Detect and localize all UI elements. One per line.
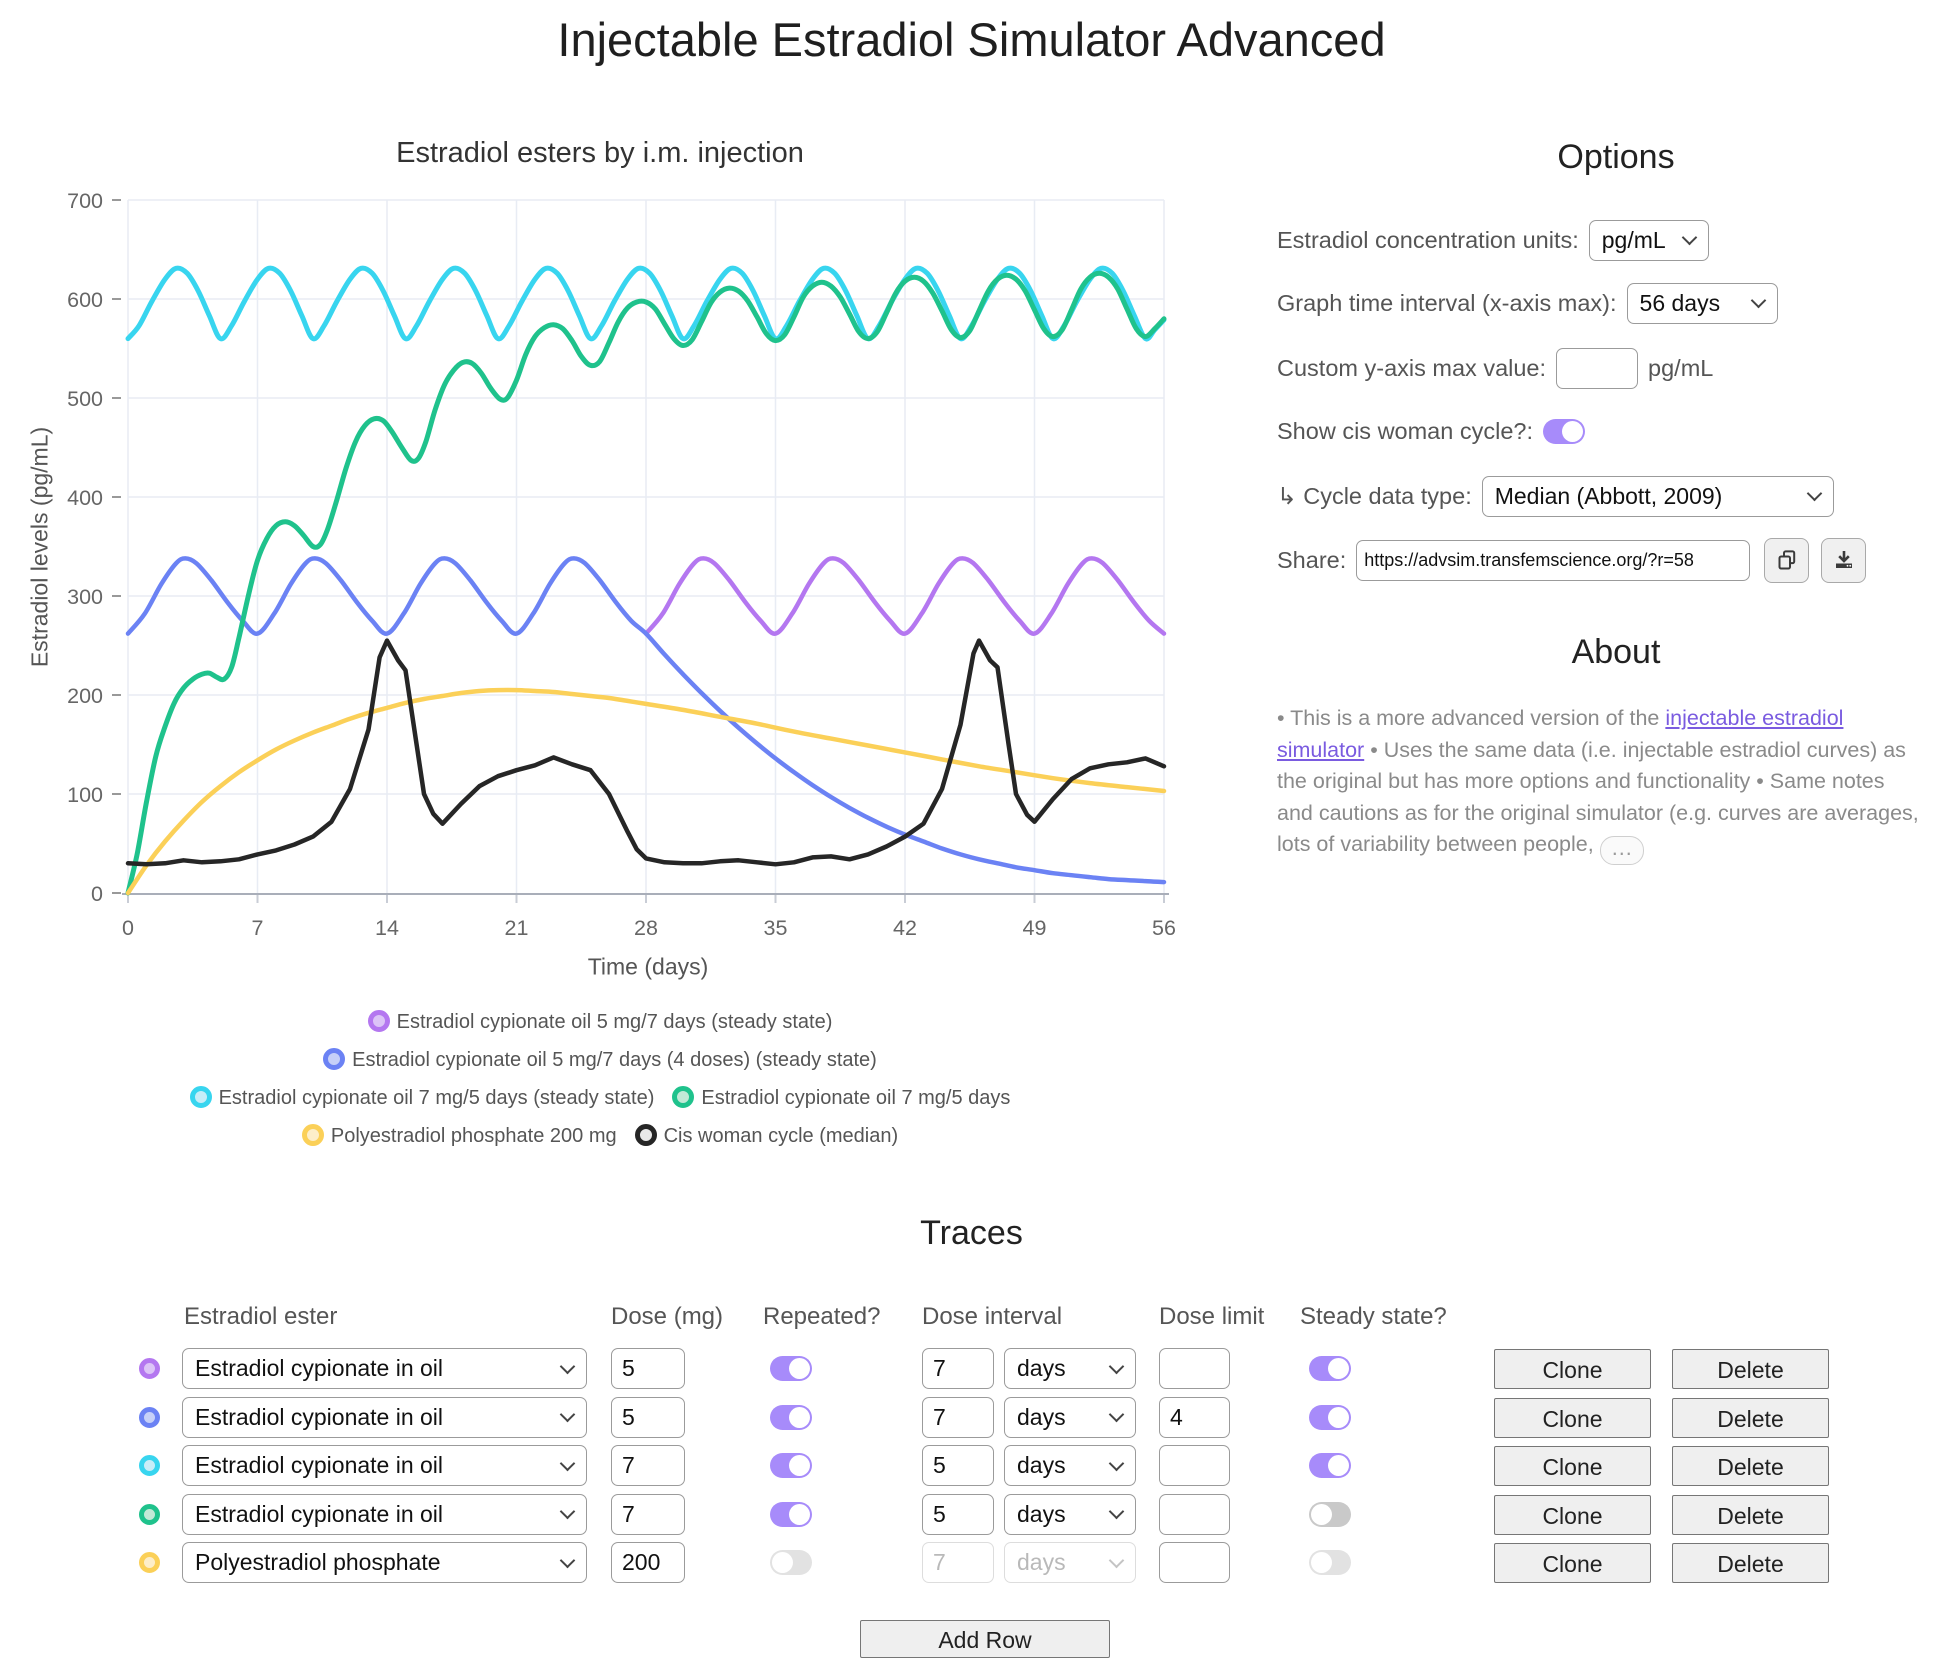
- cycle-type-label: ↳ Cycle data type:: [1277, 483, 1472, 509]
- plot-area[interactable]: [15, 180, 1185, 992]
- svg-text:28: 28: [634, 916, 658, 940]
- repeated-toggle-0[interactable]: [770, 1356, 812, 1381]
- legend-item[interactable]: [635, 1117, 899, 1157]
- legend-marker-icon: [368, 1010, 390, 1032]
- legend-label: Estradiol cypionate oil 7 mg/5 days: [701, 1087, 1011, 1109]
- traces-header-1: Dose (mg): [611, 1303, 724, 1330]
- page-title: Injectable Estradiol Simulator Advanced: [557, 13, 1386, 66]
- svg-text:42: 42: [893, 916, 917, 940]
- units-select-value: pg/mL: [1601, 226, 1666, 253]
- dose-input-1[interactable]: [611, 1397, 685, 1438]
- svg-text:56: 56: [1152, 916, 1176, 940]
- svg-text:600: 600: [67, 288, 103, 312]
- time-interval-value: 56 days: [1639, 289, 1721, 316]
- units-select[interactable]: [1589, 220, 1709, 261]
- legend-item[interactable]: [368, 1003, 833, 1043]
- trace-row-2: [0, 1444, 1943, 1488]
- svg-text:700: 700: [67, 189, 103, 213]
- svg-text:100: 100: [67, 783, 103, 807]
- legend-row: [15, 1079, 1185, 1117]
- dose-limit-input-2[interactable]: [1159, 1445, 1230, 1486]
- svg-text:35: 35: [763, 916, 788, 940]
- legend-marker-icon: [323, 1048, 345, 1070]
- toggle-knob: [789, 1455, 810, 1476]
- units-label: Estradiol concentration units:: [1277, 226, 1579, 253]
- show-cycle-toggle[interactable]: [1543, 419, 1585, 444]
- legend-label: Polyestradiol phosphate 200 mg: [330, 1125, 617, 1147]
- traces-header-4: Dose limit: [1159, 1303, 1265, 1330]
- option-row-units: [1277, 218, 1709, 262]
- ester-select-value: Estradiol cypionate in oil: [195, 1500, 444, 1527]
- options-title: Options: [1557, 138, 1675, 176]
- ymax-unit: pg/mL: [1648, 354, 1714, 381]
- ester-select-value: Estradiol cypionate in oil: [195, 1355, 444, 1381]
- interval-input-2[interactable]: [922, 1445, 994, 1486]
- interval-unit-select-0[interactable]: [1004, 1348, 1136, 1389]
- download-button[interactable]: [1821, 538, 1866, 583]
- chevron-down-icon: [1109, 1504, 1125, 1520]
- legend-label: Cis woman cycle (median): [663, 1125, 899, 1147]
- chevron-down-icon: [1109, 1455, 1125, 1471]
- trace-color-dot: [139, 1504, 160, 1525]
- expand-ellipsis-button[interactable]: …: [1600, 836, 1644, 865]
- interval-unit-select-2[interactable]: [1004, 1445, 1136, 1486]
- dose-limit-input-3[interactable]: [1159, 1494, 1230, 1535]
- interval-input-3[interactable]: [922, 1494, 994, 1535]
- ester-select-value: Estradiol cypionate in oil: [195, 1403, 444, 1430]
- cycle-type-select[interactable]: [1482, 476, 1834, 517]
- interval-unit-value: days: [1017, 1549, 1066, 1575]
- dose-limit-input-0[interactable]: [1159, 1348, 1230, 1389]
- traces-section: [0, 1200, 1943, 1679]
- steady-state-toggle-1[interactable]: [1309, 1405, 1351, 1430]
- ester-select-2[interactable]: [182, 1445, 587, 1486]
- traces-title: Traces: [920, 1214, 1023, 1252]
- about-title: About: [1571, 633, 1661, 671]
- svg-text:500: 500: [67, 387, 103, 411]
- legend-marker-icon: [190, 1086, 212, 1108]
- delete-button-1[interactable]: Delete: [1672, 1398, 1829, 1438]
- x-axis-label: Time (days): [587, 953, 709, 980]
- interval-unit-value: days: [1017, 1403, 1066, 1430]
- svg-text:49: 49: [1022, 916, 1047, 940]
- toggle-knob: [1328, 1407, 1349, 1428]
- ymax-input[interactable]: [1556, 348, 1638, 389]
- ymax-label: Custom y-axis max value:: [1277, 354, 1547, 381]
- chevron-down-icon: [1109, 1552, 1125, 1568]
- svg-text:7: 7: [251, 916, 264, 940]
- chevron-down-icon: [560, 1455, 576, 1471]
- chevron-down-icon: [1806, 486, 1822, 502]
- ester-select-value: Estradiol cypionate in oil: [195, 1452, 444, 1478]
- interval-input-4[interactable]: [922, 1542, 994, 1583]
- tick-labels: [67, 189, 1176, 940]
- repeated-toggle-3[interactable]: [770, 1502, 812, 1527]
- steady-state-toggle-2[interactable]: [1309, 1453, 1351, 1478]
- svg-text:200: 200: [67, 684, 103, 708]
- legend-row: [15, 1003, 1185, 1041]
- about-text-2: • Uses the same data (i.e. injectable estradiol curves) as the original but has more options and functionality • Same notes and cautions as for the original simulator (e.g. curves are averages, lots of variability between people,: [1277, 737, 1919, 856]
- chevron-down-icon: [560, 1407, 576, 1423]
- interval-unit-value: days: [1017, 1452, 1066, 1478]
- steady-state-toggle-4[interactable]: [1309, 1550, 1351, 1575]
- ester-select-value: Polyestradiol phosphate: [195, 1549, 441, 1575]
- chart-legend: [15, 1003, 1185, 1155]
- delete-button-2[interactable]: Delete: [1672, 1446, 1829, 1486]
- legend-label: Estradiol cypionate oil 5 mg/7 days (4 doses) (steady state): [352, 1049, 877, 1071]
- clone-button-3[interactable]: Clone: [1494, 1495, 1651, 1535]
- toggle-knob: [789, 1504, 810, 1525]
- clone-button-1[interactable]: Clone: [1494, 1398, 1651, 1438]
- toggle-knob: [789, 1358, 810, 1379]
- copy-icon: [1775, 548, 1799, 572]
- repeated-toggle-4[interactable]: [770, 1550, 812, 1575]
- legend-label: Estradiol cypionate oil 5 mg/7 days (steady state): [396, 1011, 833, 1033]
- delete-button-3[interactable]: Delete: [1672, 1495, 1829, 1535]
- clone-button-2[interactable]: Clone: [1494, 1446, 1651, 1486]
- option-row-cycle-type: [1277, 474, 1834, 518]
- option-row-ymax: [1277, 346, 1713, 390]
- traces-header-2: Repeated?: [763, 1303, 881, 1330]
- toggle-knob: [1311, 1504, 1332, 1525]
- chevron-down-icon: [1109, 1407, 1125, 1423]
- simulator-link[interactable]: injectable estradiol simulator: [1277, 706, 1844, 762]
- svg-text:0: 0: [122, 916, 134, 940]
- interval-input-1[interactable]: [922, 1397, 994, 1438]
- dose-limit-input-4[interactable]: [1159, 1542, 1230, 1583]
- chevron-down-icon: [1109, 1358, 1125, 1374]
- about-text-1: • This is a more advanced version of the: [1277, 706, 1666, 730]
- trace-color-dot: [139, 1455, 160, 1476]
- legend-item[interactable]: [323, 1041, 877, 1081]
- chevron-down-icon: [560, 1358, 576, 1374]
- interval-unit-select-4[interactable]: [1004, 1542, 1136, 1583]
- option-row-cycle-toggle: [1277, 409, 1585, 453]
- legend-marker-icon: [635, 1124, 657, 1146]
- dose-input-3[interactable]: [611, 1494, 685, 1535]
- trace-color-dot: [139, 1552, 160, 1573]
- traces-header-3: Dose interval: [922, 1303, 1063, 1330]
- dose-input-0[interactable]: [611, 1348, 685, 1389]
- legend-item[interactable]: [302, 1117, 617, 1157]
- option-row-share: [1277, 538, 1866, 582]
- interval-unit-value: days: [1017, 1355, 1066, 1381]
- repeated-toggle-2[interactable]: [770, 1453, 812, 1478]
- dose-input-4[interactable]: [611, 1542, 685, 1583]
- interval-input-0[interactable]: [922, 1348, 994, 1389]
- trace-color-dot: [139, 1407, 160, 1428]
- time-interval-select[interactable]: [1627, 283, 1778, 324]
- chevron-down-icon: [560, 1552, 576, 1568]
- legend-row: [15, 1041, 1185, 1079]
- steady-state-toggle-0[interactable]: [1309, 1356, 1351, 1381]
- chevron-down-icon: [1750, 293, 1766, 309]
- option-row-interval: [1277, 281, 1778, 325]
- toggle-knob: [1328, 1358, 1349, 1379]
- steady-state-toggle-3[interactable]: [1309, 1502, 1351, 1527]
- svg-text:14: 14: [375, 916, 399, 940]
- share-url-input[interactable]: [1356, 540, 1750, 581]
- about-paragraph: [1277, 703, 1925, 865]
- traces-header-0: Estradiol ester: [184, 1303, 338, 1330]
- download-icon: [1832, 548, 1856, 572]
- toggle-knob: [1562, 421, 1583, 442]
- interval-unit-value: days: [1017, 1500, 1066, 1527]
- copy-link-button[interactable]: [1764, 538, 1809, 583]
- ester-select-4[interactable]: [182, 1542, 587, 1583]
- cycle-type-value: Median (Abbott, 2009): [1494, 482, 1723, 509]
- traces-header-5: Steady state?: [1300, 1303, 1447, 1330]
- interval-unit-select-1[interactable]: [1004, 1397, 1136, 1438]
- legend-item[interactable]: [190, 1079, 655, 1119]
- toggle-knob: [1311, 1552, 1332, 1573]
- delete-button-0[interactable]: Delete: [1672, 1349, 1829, 1389]
- dose-input-2[interactable]: [611, 1445, 685, 1486]
- ester-select-0[interactable]: [182, 1348, 587, 1389]
- chart-panel: [15, 135, 1185, 1175]
- trace-row-3: [0, 1493, 1943, 1537]
- clone-button-0[interactable]: Clone: [1494, 1349, 1651, 1389]
- svg-text:300: 300: [67, 585, 103, 609]
- trace-row-1: [0, 1396, 1943, 1440]
- chart-title: Estradiol esters by i.m. injection: [396, 137, 804, 169]
- legend-row: [15, 1117, 1185, 1155]
- trace-color-dot: [139, 1358, 160, 1379]
- chevron-down-icon: [1681, 230, 1697, 246]
- toggle-knob: [1328, 1455, 1349, 1476]
- interval-label: Graph time interval (x-axis max):: [1277, 289, 1617, 316]
- ester-select-1[interactable]: [182, 1397, 587, 1438]
- toggle-knob: [772, 1552, 793, 1573]
- svg-text:21: 21: [504, 916, 529, 940]
- interval-unit-select-3[interactable]: [1004, 1494, 1136, 1535]
- legend-label: Estradiol cypionate oil 7 mg/5 days (steady state): [218, 1087, 655, 1109]
- clone-button-4[interactable]: Clone: [1494, 1543, 1651, 1583]
- repeated-toggle-1[interactable]: [770, 1405, 812, 1430]
- legend-item[interactable]: [672, 1079, 1010, 1119]
- svg-text:400: 400: [67, 486, 103, 510]
- dose-limit-input-1[interactable]: [1159, 1397, 1230, 1438]
- chevron-down-icon: [560, 1504, 576, 1520]
- trace-row-0: [0, 1347, 1943, 1391]
- legend-marker-icon: [302, 1124, 324, 1146]
- ester-select-3[interactable]: [182, 1494, 587, 1535]
- legend-marker-icon: [672, 1086, 694, 1108]
- delete-button-4[interactable]: Delete: [1672, 1543, 1829, 1583]
- add-row-button[interactable]: Add Row: [860, 1620, 1110, 1658]
- trace-row-4: [0, 1541, 1943, 1585]
- cycle-toggle-label: Show cis woman cycle?:: [1277, 417, 1533, 444]
- y-axis-label: Estradiol levels (pg/mL): [26, 426, 53, 668]
- svg-text:0: 0: [91, 882, 103, 906]
- share-label: Share:: [1277, 546, 1347, 573]
- toggle-knob: [789, 1407, 810, 1428]
